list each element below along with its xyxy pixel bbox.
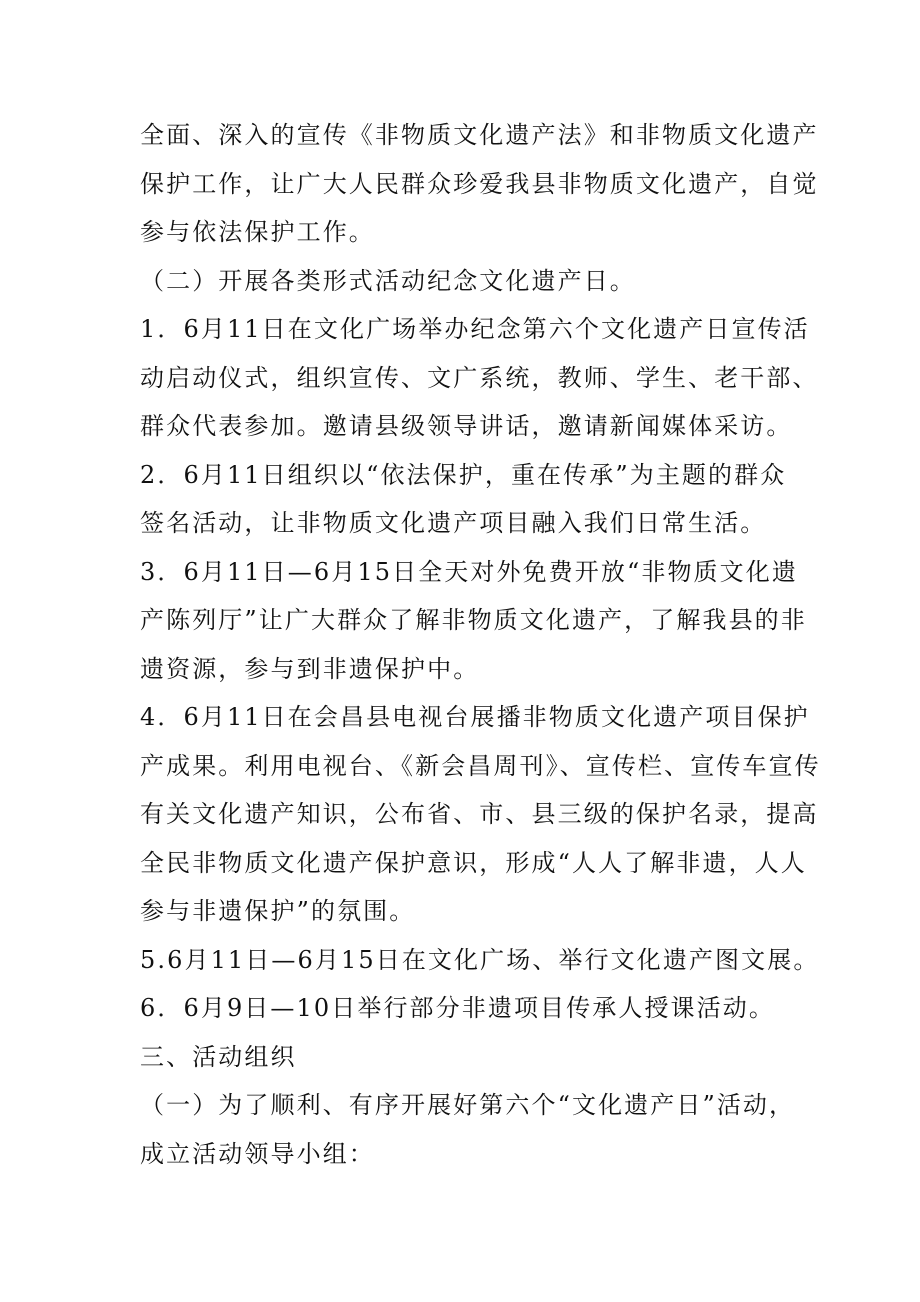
- text-line: 产成果。利用电视台、《新会昌周刊》、宣传栏、宣传车宣传: [140, 751, 821, 780]
- list-item: 5.6月11日—6月15日在文化广场、举行文化遗产图文展。: [140, 945, 820, 974]
- text-line: 遗资源，参与到非遗保护中。: [140, 654, 480, 683]
- section-heading: 三、活动组织: [140, 1042, 297, 1071]
- list-item: 4．6月11日在会昌县电视台展播非物质文化遗产项目保护: [140, 703, 810, 731]
- list-item: 2．6月11日组织以“依法保护，重在传承”为主题的群众: [140, 460, 787, 489]
- text-line: 全面、深入的宣传《非物质文化遗产法》和非物质文化遗产: [140, 121, 819, 149]
- text-line: 产陈列厅”让广大群众了解非物质文化遗产，了解我县的非: [140, 606, 807, 634]
- text-line: 参与非遗保护”的氛围。: [140, 897, 416, 925]
- section-heading: （二）开展各类形式活动纪念文化遗产日。: [140, 266, 636, 295]
- list-item: 6．6月9日—10日举行部分非遗项目传承人授课活动。: [140, 994, 775, 1022]
- text-line: 动启动仪式，组织宣传、文广系统，教师、学生、老干部、: [140, 363, 819, 392]
- text-line: 保护工作，让广大人民群众珍爱我县非物质文化遗产，自觉: [140, 169, 819, 198]
- list-item: 3．6月11日—6月15日全天对外免费开放“非物质文化遗: [140, 557, 798, 586]
- text-line: 参与依法保护工作。: [140, 218, 375, 246]
- text-line: 全民非物质文化遗产保护意识，形成“人人了解非遗，人人: [140, 848, 807, 877]
- text-line: 有关文化遗产知识，公布省、市、县三级的保护名录，提高: [140, 800, 819, 828]
- body-text: [140, 111, 821, 1178]
- text-line: 群众代表参加。邀请县级领导讲话，邀请新闻媒体采访。: [140, 412, 793, 440]
- list-item: 1．6月11日在文化广场举办纪念第六个文化遗产日宣传活: [140, 315, 810, 343]
- text-line: 成立活动领导小组：: [140, 1139, 375, 1168]
- subsection-heading: （一）为了顺利、有序开展好第六个“文化遗产日”活动，: [140, 1091, 796, 1119]
- text-line: 签名活动，让非物质文化遗产项目融入我们日常生活。: [140, 509, 767, 537]
